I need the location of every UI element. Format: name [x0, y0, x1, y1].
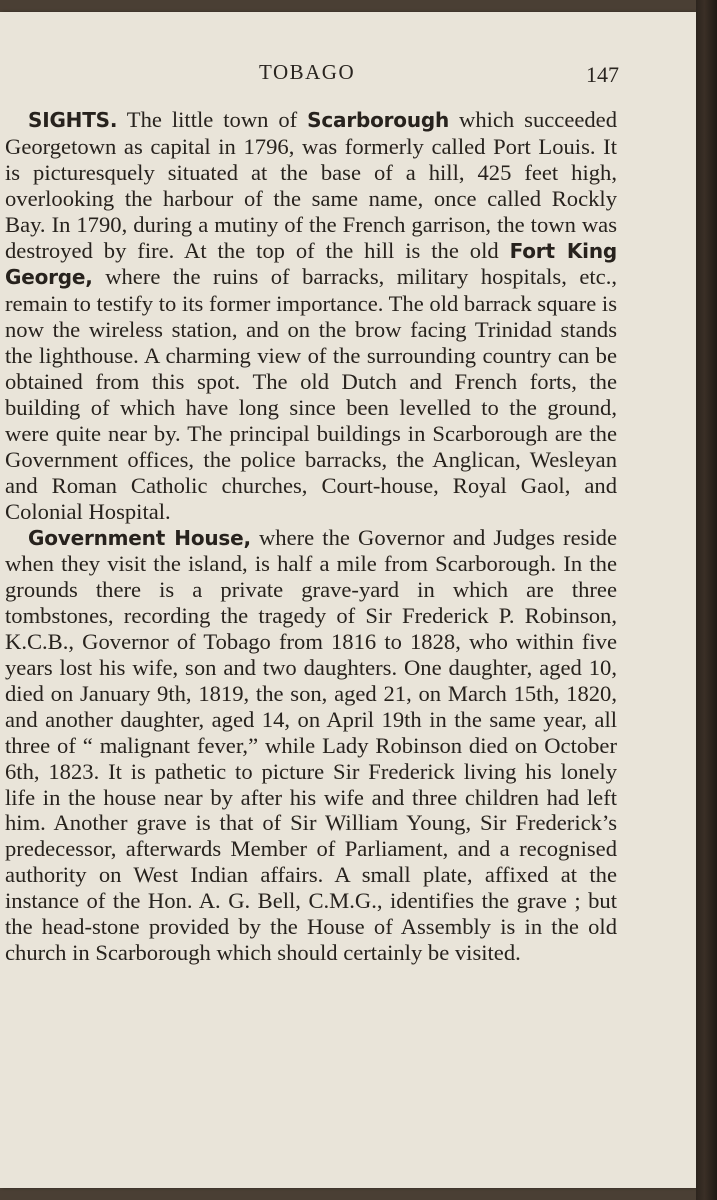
page-number: 147	[586, 62, 619, 87]
book-page	[0, 12, 696, 1188]
text-segment: where the Governor and Judges reside when they visit the island, is half a mile from Scarborough. In the grounds there is a private grave-yard in which are three tombstones, recording the tragedy of Sir Frederick P. Robinson, K.C.B., Governor of Tobago from 1816 to 1828, who within five years lost his wife, son and two daughters. One daughter, aged 10, died on January 9th, 1819, the son, aged 21, on March 15th, 1820, and another daughter, aged 14, on April 19th in the same year, all three of “ malignant fever,” while Lady Robinson died on October 6th, 1823. It is pathetic to picture Sir Frederick living his lonely life in the house near by after his wife and three children had left him. Another grave is that of Sir William Young, Sir Frederick’s predecessor, afterwards Member of Parliament, and a recognised authority on West Indian affairs. A small plate, affixed at the instance of the Hon. A. G. Bell, C.M.G., identifies the grave ; but the head-stone provided by the House of Assembly is in the old church in Scarborough which should certainly be visited.	[5, 524, 617, 965]
heading-sights: SIGHTS.	[28, 108, 118, 132]
body-text	[5, 107, 617, 966]
bold-scarborough: Scarborough	[307, 108, 450, 132]
text-segment: where the ruins of barracks, military hospitals, etc., remain to testify to its former importance. The old barrack square is now the wireless station, and on the brow facing Trinidad stands the lighthouse. A charming view of the surrounding country can be obtained from this spot. The old Dutch and French forts, the building of which have long since been levelled to the ground, were quite near by. The principal buildings in Scarborough are the Government offices, the police barracks, the Anglican, Wesleyan and Roman Catholic churches, Court-house, Royal Gaol, and Colonial Hospital.	[5, 264, 617, 524]
page-header	[0, 60, 696, 94]
bold-fort-king-george: Fort King George,	[5, 238, 617, 290]
book-spine-edge	[696, 0, 717, 1200]
paragraph-sights	[5, 107, 617, 525]
paragraph-government-house	[5, 525, 617, 966]
running-title: TOBAGO	[259, 60, 356, 84]
text-segment: The little town of	[117, 107, 308, 132]
heading-government-house: Government House,	[28, 525, 251, 550]
text-segment: which succeeded Georgetown as capital in 1796, was formerly called Port Louis. It is picturesquely situated at the base of a hill, 425 feet high, overlooking the harbour of the same name, once called Rockly Bay. In 1790, during a mutiny of the French garrison, the town was destroyed by fire. At the top of the hill is the old	[5, 107, 617, 263]
